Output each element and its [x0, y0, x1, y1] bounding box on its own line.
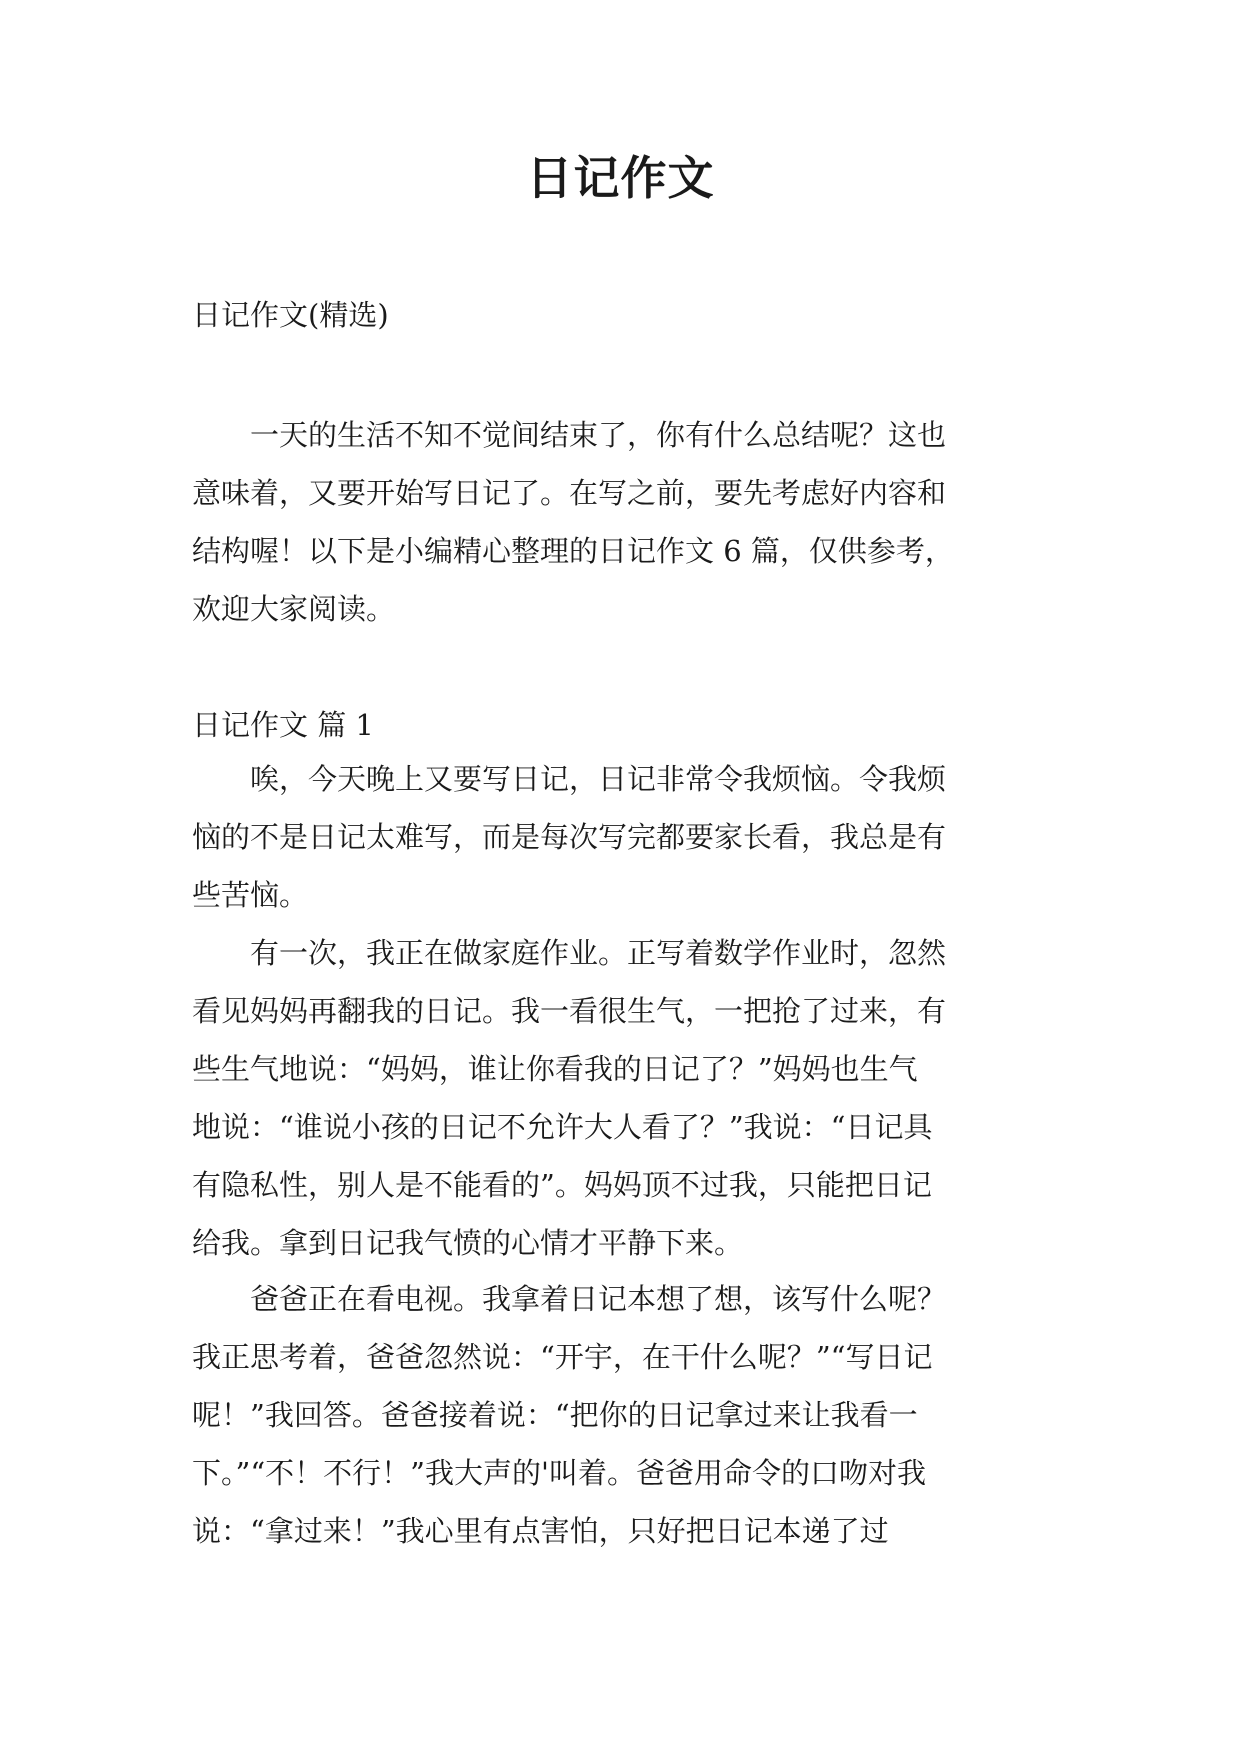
- body-paragraph-2: [192, 924, 1072, 1272]
- text-line: 爸爸正在看电视。我拿着日记本想了想，该写什么呢？: [192, 1282, 947, 1316]
- document-subtitle: 日记作文(精选): [192, 298, 389, 332]
- text-line: 给我。拿到日记我气愤的心情才平静下来。: [192, 1226, 744, 1260]
- text-line: 有隐私性，别人是不能看的”。妈妈顶不过我，只能把日记: [192, 1168, 932, 1202]
- text-line: 我正思考着，爸爸忽然说：“开宇，在干什么呢？”“写日记: [192, 1340, 933, 1374]
- body-paragraph-3: [192, 1270, 1072, 1560]
- intro-paragraph: [192, 406, 1072, 638]
- text-line: 一天的生活不知不觉间结束了，你有什么总结呢？这也: [192, 418, 947, 452]
- text-line: 结构喔！以下是小编精心整理的日记作文 6 篇，仅供参考，: [192, 534, 954, 568]
- text-line: 说：“拿过来！”我心里有点害怕，只好把日记本递了过: [192, 1514, 889, 1548]
- body-paragraph-1: [192, 750, 1072, 924]
- text-line: 有一次，我正在做家庭作业。正写着数学作业时，忽然: [192, 936, 947, 970]
- text-line: 些生气地说：“妈妈，谁让你看我的日记了？”妈妈也生气: [192, 1052, 918, 1086]
- text-line: 恼的不是日记太难写，而是每次写完都要家长看，我总是有: [192, 820, 947, 854]
- text-line: 地说：“谁说小孩的日记不允许大人看了？”我说：“日记具: [192, 1110, 933, 1144]
- document-title: 日记作文: [526, 151, 715, 205]
- text-line: 欢迎大家阅读。: [192, 592, 396, 626]
- text-line: 唉，今天晚上又要写日记，日记非常令我烦恼。令我烦: [192, 762, 947, 796]
- text-line: 些苦恼。: [192, 878, 309, 912]
- text-line: 呢！”我回答。爸爸接着说：“把你的日记拿过来让我看一: [192, 1398, 918, 1432]
- text-line: 意味着，又要开始写日记了。在写之前，要先考虑好内容和: [192, 476, 947, 510]
- text-line: 看见妈妈再翻我的日记。我一看很生气，一把抢了过来，有: [192, 994, 947, 1028]
- text-line: 下。”“不！不行！”我大声的'叫着。爸爸用命令的口吻对我: [192, 1456, 926, 1490]
- section-heading: 日记作文 篇 1: [192, 708, 374, 742]
